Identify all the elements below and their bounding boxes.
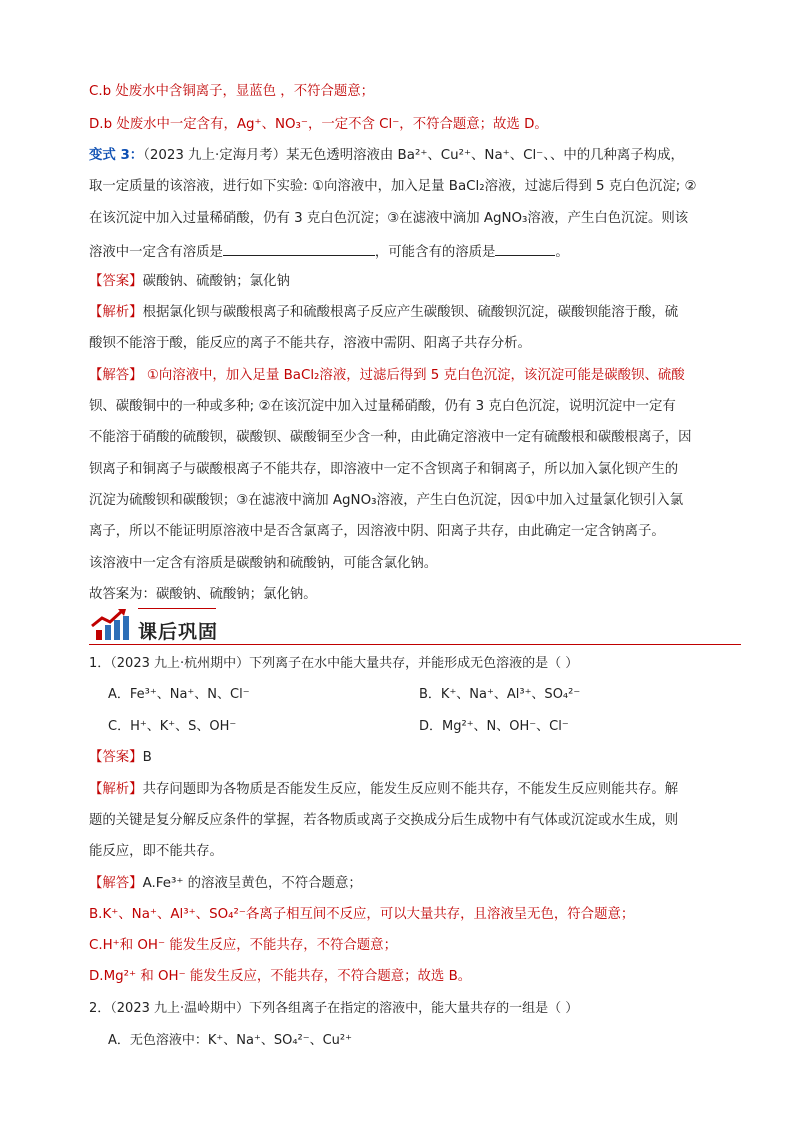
- q1-analysis-line3: 能反应，即不能共存。: [89, 844, 223, 859]
- variant3-final-answer: 故答案为：碳酸钠、硫酸钠；氯化钠。: [89, 587, 317, 602]
- variant3-analysis-line2: 酸钡不能溶于酸，能反应的离子不能共存，溶液中需阴、阳离子共存分析。: [89, 336, 531, 351]
- answer-blank-1: [223, 241, 375, 256]
- q1-analysis-line1: 【解析】共存问题即为各物质是否能发生反应，能发生反应则不能共存，不能发生反应则能共存。解: [89, 782, 679, 797]
- analysis-tag: 【解析】: [89, 305, 143, 320]
- q1-solution-line4: D.Mg²⁺ 和 OH⁻ 能发生反应，不能共存，不符合题意；故选 B。: [89, 969, 472, 984]
- q1-option-b: B．K⁺、Na⁺、Al³⁺、SO₄²⁻: [419, 687, 581, 702]
- variant3-solution-line1: 【解答】 ①向溶液中，加入足量 BaCl₂溶液，过滤后得到 5 克白色沉淀，该沉淀可能是碳酸钡、硫酸: [89, 368, 685, 383]
- answer-tag: 【答案】: [89, 274, 143, 289]
- variant3-analysis-line1: 【解析】根据氯化钡与碳酸根离子和硫酸根离子反应产生碳酸钡、硫酸钡沉淀，碳酸钡能溶于酸，硫: [89, 305, 679, 320]
- q2-option-a: A．无色溶液中：K⁺、Na⁺、SO₄²⁻、Cu²⁺: [108, 1033, 352, 1048]
- analysis-tag: 【解析】: [89, 782, 143, 797]
- variant3-line4: 溶液中一定含有溶质是 ，可能含有的溶质是 。: [89, 241, 719, 262]
- variant3-solution-line3: 不能溶于硝酸的硫酸钡，碳酸钡、碳酸铜至少含一种，由此确定溶液中一定有硫酸根和碳酸根离子，因: [89, 430, 692, 445]
- q1-answer: 【答案】B: [89, 750, 152, 765]
- variant3-line2: 取一定质量的该溶液，进行如下实验: ①向溶液中，加入足量 BaCl₂溶液，过滤后得到 5 克白色沉淀; ②: [89, 179, 697, 194]
- variant3-solution-line2: 钡、碳酸铜中的一种或多种; ②在该沉淀中加入过量稀硝酸，仍有 3 克白色沉淀，说明沉淀中一定有: [89, 399, 676, 414]
- variant3-solution-line5: 沉淀为硫酸钡和碳酸钡；③在滤液中滴加 AgNO₃溶液，产生白色沉淀，因①中加入过量氯化钡引入氯: [89, 493, 684, 508]
- q1-solution-line2: B.K⁺、Na⁺、Al³⁺、SO₄²⁻各离子相互间不反应，可以大量共存，且溶液呈无色，符合题意；: [89, 907, 635, 922]
- solution-tag: 【解答】: [89, 876, 143, 891]
- q1-option-d: D．Mg²⁺、N、OH⁻、Cl⁻: [419, 719, 569, 734]
- section-title: 课后巩固: [138, 621, 219, 643]
- growth-chart-icon: [90, 608, 130, 642]
- variant3-answer: 【答案】碳酸钠、硫酸钠；氯化钠: [89, 274, 290, 289]
- solution-tag: 【解答】: [89, 368, 143, 383]
- q1-stem: 1．（2023 九上·杭州期中）下列离子在水中能大量共存，并能形成无色溶液的是（ ）: [89, 656, 579, 671]
- variant3-solution-line4: 钡离子和铜离子与碳酸根离子不能共存，即溶液中一定不含钡离子和铜离子，所以加入氯化钡产生的: [89, 462, 679, 477]
- option-d-explanation: D.b 处废水中一定含有，Ag⁺、NO₃⁻，一定不含 Cl⁻，不符合题意；故选 D。: [89, 117, 548, 132]
- variant3-solution-line6: 离子，所以不能证明原溶液中是否含氯离子，因溶液中阴、阳离子共存，由此确定一定含钠离子。: [89, 524, 665, 539]
- section-rule-bottom: [89, 644, 741, 645]
- q1-analysis-line2: 题的关键是复分解反应条件的掌握，若各物质或离子交换成分后生成物中有气体或沉淀或水生成，则: [89, 813, 679, 828]
- q1-option-a: A．Fe³⁺、Na⁺、N、Cl⁻: [108, 687, 250, 702]
- q1-option-c: C．H⁺、K⁺、S、OH⁻: [108, 719, 237, 734]
- q1-solution-line3: C.H⁺和 OH⁻ 能发生反应，不能共存，不符合题意；: [89, 938, 397, 953]
- variant3-solution-line7: 该溶液中一定含有溶质是碳酸钠和硫酸钠，可能含氯化钠。: [89, 556, 438, 571]
- answer-blank-2: [495, 241, 555, 256]
- answer-tag: 【答案】: [89, 750, 143, 765]
- q2-stem: 2．（2023 九上·温岭期中）下列各组离子在指定的溶液中，能大量共存的一组是（ ）: [89, 1001, 579, 1016]
- variant3-line3: 在该沉淀中加入过量稀硝酸，仍有 3 克白色沉淀；③在滤液中滴加 AgNO₃溶液，产生白色沉淀。则该: [89, 211, 689, 226]
- variant3-label: 变式 3：: [89, 148, 144, 163]
- q1-solution-line1: 【解答】A.Fe³⁺ 的溶液呈黄色，不符合题意；: [89, 876, 362, 891]
- variant3-line1: 变式 3：（2023 九上·定海月考）某无色透明溶液由 Ba²⁺、Cu²⁺、Na⁺、Cl⁻、、中的几种离子构成，: [89, 148, 684, 163]
- section-rule-top: [138, 608, 216, 609]
- option-c-explanation: C.b 处废水中含铜离子，显蓝色 ，不符合题意；: [89, 84, 375, 99]
